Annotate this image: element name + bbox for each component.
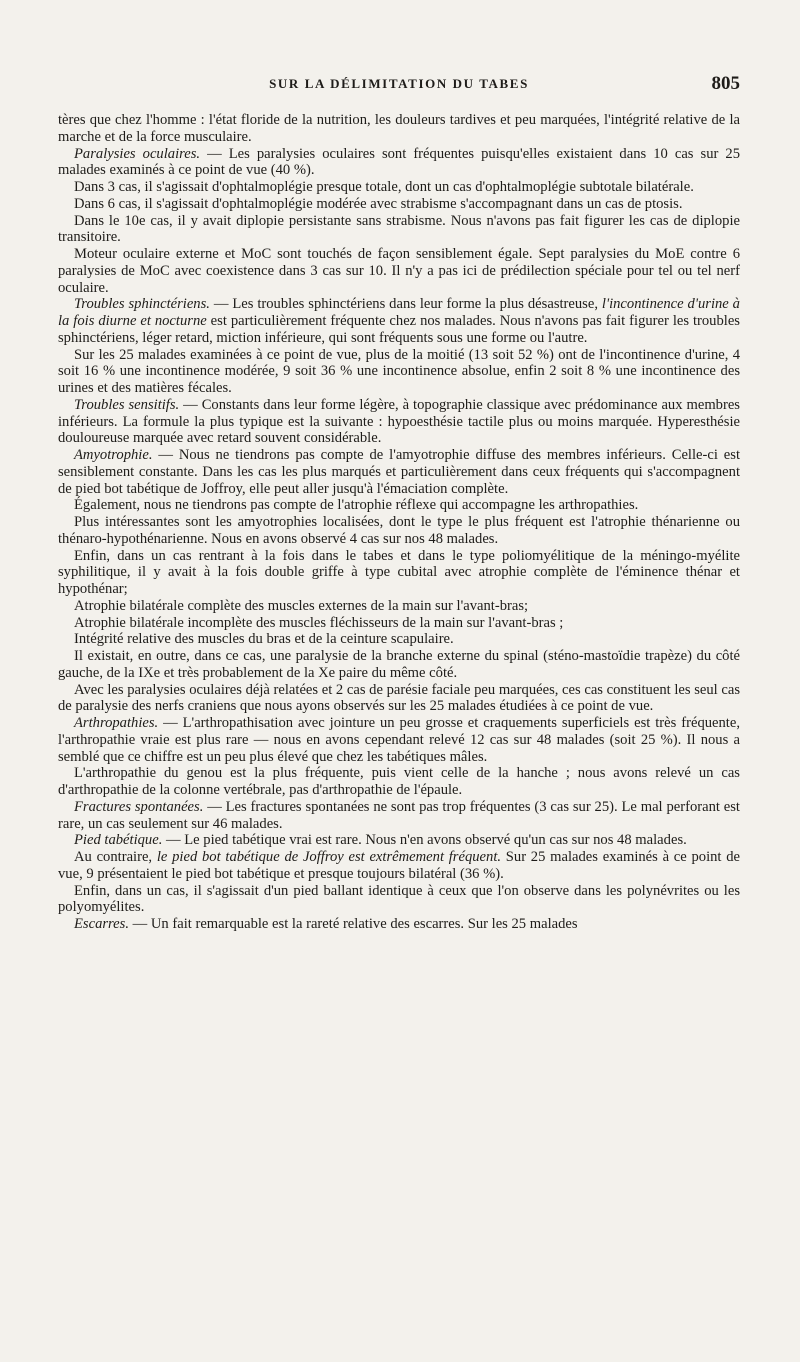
paragraph <box>58 849 740 883</box>
paragraph <box>58 246 740 296</box>
paragraph-text: — Les fractures spontanées ne sont pas trop fréquentes (3 cas sur 25). Le mal perforant est rare, un cas seulement sur 46 malades. <box>58 798 740 832</box>
paragraph <box>58 213 740 247</box>
paragraph-text: Il existait, en outre, dans ce cas, une paralysie de la branche externe du spinal (sténo-mastoïdie trapèze) du côté gauche, de la IXe et très probablement de la Xe paire du même côté. <box>58 648 740 681</box>
paragraph-text: Atrophie bilatérale complète des muscles externes de la main sur l'avant-bras; <box>74 597 529 614</box>
paragraph-text: — L'arthropathisation avec jointure un peu grosse et craquements superficiels est très fréquente, l'arthropathie vraie est plus rare — nous en avons cependant relevé 12 cas sur 48 malades (soit 25 %). Il nous a semblé que ce chiffre est un peu plus élevé que chez les tabétiques mâles. <box>58 715 740 765</box>
paragraph-text: — Nous ne tiendrons pas compte de l'amyotrophie diffuse des membres inférieurs. Celle-ci est sensiblement constante. Dans les cas les plus marqués et particulièrement dans ceux fréquents qui s'accompagnent de pied bot tabétique de Joffroy, elle peut aller jusqu'à l'émaciation complète. <box>58 447 740 497</box>
paragraph <box>58 598 740 615</box>
paragraph <box>58 179 740 196</box>
paragraph-text: tères que chez l'homme : l'état floride de la nutrition, les douleurs tardives et peu marquées, l'intégrité relative de la marche et de la force musculaire. <box>58 112 740 145</box>
paragraph <box>58 631 740 648</box>
paragraph-text: — Un fait remarquable est la rareté relative des escarres. Sur les 25 malades <box>129 916 578 932</box>
page-number: 805 <box>711 73 740 94</box>
paragraph <box>58 146 740 180</box>
paragraph <box>58 548 740 598</box>
paragraph-text: Dans 6 cas, il s'agissait d'ophtalmoplégie modérée avec strabisme s'accompagnant dans un cas de ptosis. <box>74 195 683 212</box>
paragraph-text: — Les paralysies oculaires sont fréquentes puisqu'elles existaient dans 10 cas sur 25 malades examinés à ce point de vue (40 %). <box>58 145 740 179</box>
paragraph-text: — Le pied tabétique vrai est rare. Nous n'en avons observé qu'un cas sur nos 48 malades. <box>162 832 687 849</box>
paragraph <box>58 916 740 933</box>
section-lead: Fractures spontanées. <box>74 798 204 815</box>
article-body <box>58 112 740 933</box>
paragraph <box>58 296 740 346</box>
paragraph-text: Dans 3 cas, il s'agissait d'ophtalmoplégie presque totale, dont un cas d'ophtalmoplégie subtotale bilatérale. <box>74 179 694 195</box>
section-lead: Pied tabétique. <box>74 832 163 849</box>
paragraph-text: Plus intéressantes sont les amyotrophies localisées, dont le type le plus fréquent est l'atrophie thénarienne ou thénaro-hypothénarienne. Nous en avons observé 4 cas sur nos 48 malades. <box>58 514 740 547</box>
paragraph <box>58 514 740 548</box>
section-lead: Troubles sphinctériens. <box>74 296 210 313</box>
paragraph <box>58 447 740 497</box>
paragraph <box>58 799 740 833</box>
paragraph <box>58 112 740 146</box>
section-lead: Amyotrophie. <box>74 447 153 463</box>
italic-phrase: l'incontinence d'urine à la fois diurne et nocturne <box>58 296 740 329</box>
paragraph <box>58 347 740 397</box>
running-title: SUR LA DÉLIMITATION DU TABES <box>269 76 529 91</box>
section-lead: Paralysies oculaires. <box>74 145 201 162</box>
paragraph-text: Intégrité relative des muscles du bras et de la ceinture scapulaire. <box>74 631 454 648</box>
paragraph-text: Enfin, dans un cas rentrant à la fois dans le tabes et dans le type poliomyélitique de la méningo-myélite syphilitique, il y avait à la fois double griffe à type cubital avec atrophie complète de l'éminence thénar et hypothénar; <box>58 547 740 597</box>
paragraph-text: Dans le 10e cas, il y avait diplopie persistante sans strabisme. Nous n'avons pas fait figurer les cas de diplopie transitoire. <box>58 212 740 246</box>
paragraph-text: Sur 25 malades examinés à ce point de vue, 9 présentaient le pied bot tabétique et presque toujours bilatéral (36 %). <box>58 849 741 882</box>
paragraph-text: — Les troubles sphinctériens dans leur forme la plus désastreuse, <box>209 296 602 313</box>
paragraph <box>58 883 740 917</box>
paragraph-text: Sur les 25 malades examinées à ce point de vue, plus de la moitié (13 soit 52 %) ont de l'incontinence d'urine, 4 soit 16 % une incontinence modérée, 9 soit 36 % une incontinence absolue, enfin 2 soit 8 % une incontinence des urines et des matières fécales. <box>58 346 740 396</box>
paragraph <box>58 715 740 765</box>
paragraph-text: Au contraire, <box>74 849 157 865</box>
paragraph-text: Moteur oculaire externe et MoC sont touchés de façon sensiblement égale. Sept paralysies du MoE contre 6 paralysies de MoC avec coexistence dans 3 cas sur 10. Il n'y a pas ici de prédilection spéciale pour tel ou tel nerf oculaire. <box>58 246 740 296</box>
paragraph-text: Atrophie bilatérale incomplète des muscles fléchisseurs de la main sur l'avant-bras ; <box>74 614 564 631</box>
paragraph <box>58 497 740 514</box>
paragraph <box>58 397 740 447</box>
section-lead: Arthropathies. <box>74 715 159 731</box>
paragraph <box>58 615 740 632</box>
paragraph-text: — Constants dans leur forme légère, à topographie classique avec prédominance aux membres inférieurs. La formule la plus typique est la suivante : hypoesthésie tactile plus ou moins marquée. Hyperesthésie douloureuse marquée avec retard souvent considérable. <box>58 396 740 447</box>
paragraph <box>58 648 740 682</box>
paragraph-text: Avec les paralysies oculaires déjà relatées et 2 cas de parésie faciale peu marquées, ces cas constituent les seul cas de paralysie des nerfs craniens que nous ayons observés sur les 25 malades étudiées à ce point de vue. <box>58 681 740 715</box>
section-lead: Troubles sensitifs. <box>74 396 180 413</box>
paragraph <box>58 832 740 849</box>
paragraph-text: Également, nous ne tiendrons pas compte de l'atrophie réflexe qui accompagne les arthropathies. <box>74 497 639 514</box>
paragraph <box>58 196 740 213</box>
paragraph-text: Enfin, dans un cas, il s'agissait d'un pied ballant identique à ceux que l'on observe dans les polynévrites ou les polyomyélites. <box>58 882 740 916</box>
paragraph <box>58 682 740 716</box>
page-header <box>58 73 740 100</box>
italic-phrase: le pied bot tabétique de Joffroy est extrêmement fréquent. <box>156 849 502 865</box>
paragraph-text: L'arthropathie du genou est la plus fréquente, puis vient celle de la hanche ; nous avons relevé un cas d'arthropathie de la colonne vertébrale, pas d'arthropathie de l'épaule. <box>58 765 740 798</box>
section-lead: Escarres. <box>74 916 129 932</box>
paragraph-text: est particulièrement fréquente chez nos malades. Nous n'avons pas fait figurer les troubles sphinctériens, léger retard, miction inférieure, qui sont fréquents sous une forme ou l'autre. <box>58 313 740 346</box>
paragraph <box>58 765 740 799</box>
